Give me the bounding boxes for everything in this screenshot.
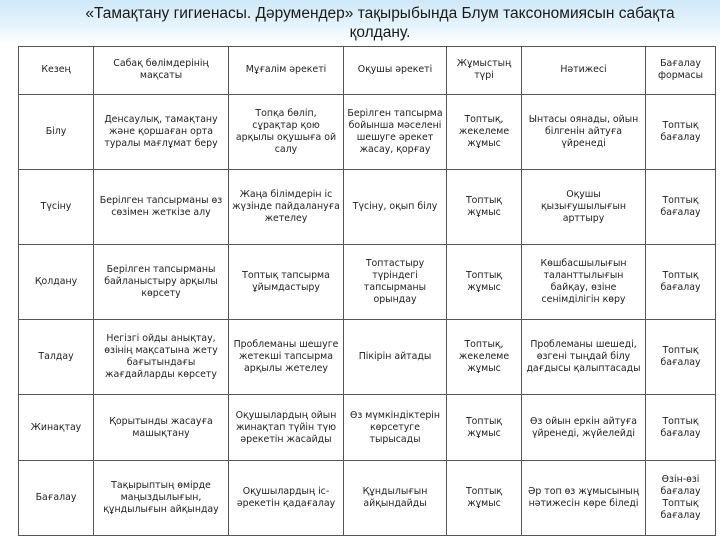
table-cell: Оқушы қызығушылығын арттыру [522, 170, 646, 245]
table-cell: Топтастыру түріндегі тапсырманы орындау [344, 245, 447, 320]
table-cell: Берілген тапсырманы өз сөзімен жеткізе алу [94, 170, 229, 245]
table-cell: Берілген тапсырма бойынша мәселені шешуге әрекет жасау, қорғау [344, 94, 447, 169]
table-cell: Топтық бағалау [646, 320, 716, 395]
header-section-goal: Сабақ бөлімдерінің мақсаты [94, 47, 229, 95]
table-row [19, 94, 716, 169]
table-row [19, 170, 716, 245]
table-cell: Өз ойын еркін айтуға үйренеді, жүйелейді [522, 395, 646, 461]
table-cell: Бағалау [19, 460, 94, 535]
table-cell: Түсіну [19, 170, 94, 245]
header-stage: Кезең [19, 47, 94, 95]
table-cell: Денсаулық, тамақтану және қоршаған орта туралы мағлұмат беру [94, 94, 229, 169]
table-cell: Қорытынды жасауға машықтану [94, 395, 229, 461]
table-cell: Топтық, жекелеме жұмыс [447, 320, 522, 395]
header-result: Нәтижесі [522, 47, 646, 95]
table-cell: Топтық жұмыс [447, 460, 522, 535]
table-row [19, 245, 716, 320]
table-cell: Әр топ өз жұмысының нәтижесін көре біледі [522, 460, 646, 535]
table-cell: Білу [19, 94, 94, 169]
header-student-action: Оқушы әрекеті [344, 47, 447, 95]
table-cell: Өзін-өзі бағалау Топтық бағалау [646, 460, 716, 535]
table-header-row [19, 47, 716, 95]
table-cell: Топтық бағалау [646, 94, 716, 169]
table-cell: Тақырыптың өмірде маңыздылығын, құндылығын айқындау [94, 460, 229, 535]
table-cell: Көшбасшылығын таланттылығын байқау, өзіне сенімділігін көру [522, 245, 646, 320]
table-cell: Пікірін айтады [344, 320, 447, 395]
table-cell: Проблеманы шешеді, өзгені тыңдай білу дағдысы қалыптасады [522, 320, 646, 395]
table-cell: Жаңа білімдерін іс жүзінде пайдалануға жетелеу [229, 170, 344, 245]
header-assessment-form: Бағалау формасы [646, 47, 716, 95]
table-cell: Топтық жұмыс [447, 170, 522, 245]
table-cell: Топтық, жекелеме жұмыс [447, 94, 522, 169]
table-row [19, 320, 716, 395]
table-cell: Оқушылардың ойын жинақтап түйін түю әрекетін жасайды [229, 395, 344, 461]
table-cell: Топтық жұмыс [447, 395, 522, 461]
table-cell: Оқушылардың іс-әрекетін қадағалау [229, 460, 344, 535]
table-cell: Топтық бағалау [646, 395, 716, 461]
header-work-type: Жұмыстың түрі [447, 47, 522, 95]
table-row [19, 460, 716, 535]
table-cell: Топқа бөліп, сұрақтар қою арқылы оқушыға ой салу [229, 94, 344, 169]
header-teacher-action: Мұғалім әрекеті [229, 47, 344, 95]
table-cell: Құндылығын айқындайды [344, 460, 447, 535]
table-row [19, 395, 716, 461]
table-cell: Талдау [19, 320, 94, 395]
table-cell: Қолдану [19, 245, 94, 320]
table-cell: Жинақтау [19, 395, 94, 461]
table-cell: Топтық бағалау [646, 245, 716, 320]
page-title: «Тамақтану гигиенасы. Дәрумендер» тақырыбында Блум таксономиясын сабақта қолдану. [85, 5, 675, 41]
bloom-taxonomy-table [18, 46, 716, 536]
table-cell: Берілген тапсырманы байланыстыру арқылы көрсету [94, 245, 229, 320]
table-cell: Түсіну, оқып білу [344, 170, 447, 245]
table-cell: Топтық бағалау [646, 170, 716, 245]
table-cell: Өз мүмкіндіктерін көрсетуге тырысады [344, 395, 447, 461]
table-cell: Проблеманы шешуге жетекші тапсырма арқылы жетелеу [229, 320, 344, 395]
table-cell: Топтық жұмыс [447, 245, 522, 320]
table-cell: Топтық тапсырма ұйымдастыру [229, 245, 344, 320]
table-cell: Негізгі ойды анықтау, өзінің мақсатына жету бағытындағы жағдайларды көрсету [94, 320, 229, 395]
table-cell: Ынтасы оянады, ойын білгенін айтуға үйренеді [522, 94, 646, 169]
